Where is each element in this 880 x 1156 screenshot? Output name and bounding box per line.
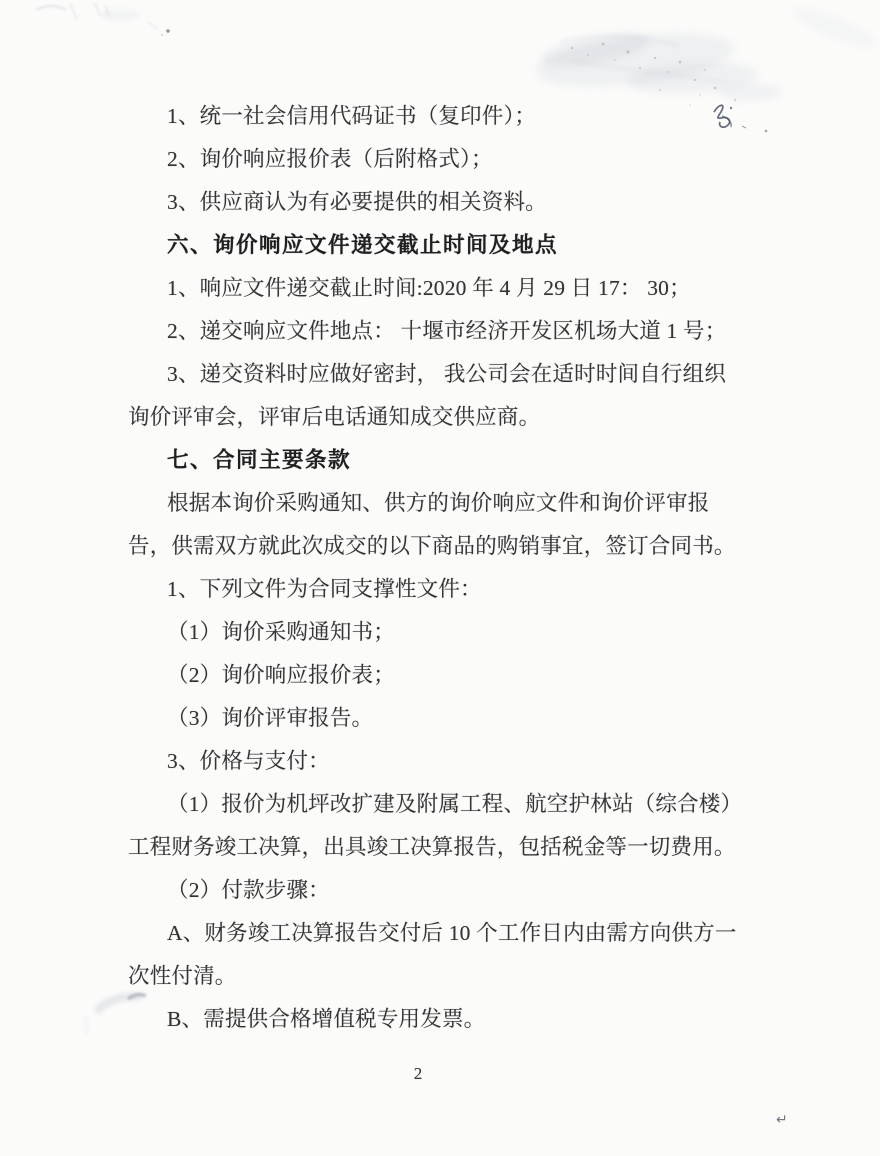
item-sealing-line-2: 询价评审会，评审后电话通知成交供应商。 [128, 405, 541, 429]
paragraph-return-mark-icon: ↵ [776, 1112, 788, 1128]
item-payment-steps: （2）付款步骤： [167, 878, 330, 902]
list-item-1: 1、统一社会信用代码证书（复印件）； [167, 104, 537, 128]
sub-item-1: （1）询价采购通知书； [167, 620, 395, 644]
item-support-docs: 1、下列文件为合同支撑性文件： [167, 577, 482, 601]
item-payment-b: B、需提供合格增值税专用发票。 [167, 1007, 486, 1031]
item-sealing-line-1: 3、递交资料时应做好密封， 我公司会在适时时间自行组织 [167, 362, 727, 386]
heading-section-6: 六、询价响应文件递交截止时间及地点 [167, 233, 559, 257]
item-address: 2、递交响应文件地点： 十堰市经济开发区机场大道 1 号； [167, 319, 727, 343]
document-body [128, 0, 778, 1041]
item-payment-a-line-2: 次性付清。 [128, 964, 237, 988]
item-payment-a-line-1: A、财务竣工决算报告交付后 10 个工作日内由需方向供方一 [167, 921, 737, 945]
heading-section-7: 七、合同主要条款 [167, 448, 352, 472]
item-quote-line-2: 工程财务竣工决算，出具竣工决算报告，包括税金等一切费用。 [128, 835, 736, 859]
sub-item-3: （3）询价评审报告。 [167, 706, 374, 730]
item-deadline: 1、响应文件递交截止时间:2020 年 4 月 29 日 17： 30； [167, 276, 691, 300]
sub-item-2: （2）询价响应报价表； [167, 663, 395, 687]
para-contract-line-2: 告，供需双方就此次成交的以下商品的购销事宜，签订合同书。 [128, 534, 736, 558]
para-contract-line-1: 根据本询价采购通知、供方的询价响应文件和询价评审报 [167, 491, 710, 515]
list-item-3: 3、供应商认为有必要提供的相关资料。 [167, 190, 547, 214]
item-price-payment: 3、价格与支付： [167, 749, 330, 773]
item-quote-line-1: （1）报价为机坪改扩建及附属工程、航空护林站（综合楼） [167, 792, 743, 816]
page-number: 2 [413, 1064, 423, 1083]
list-item-2: 2、询价响应报价表（后附格式）； [167, 147, 493, 171]
